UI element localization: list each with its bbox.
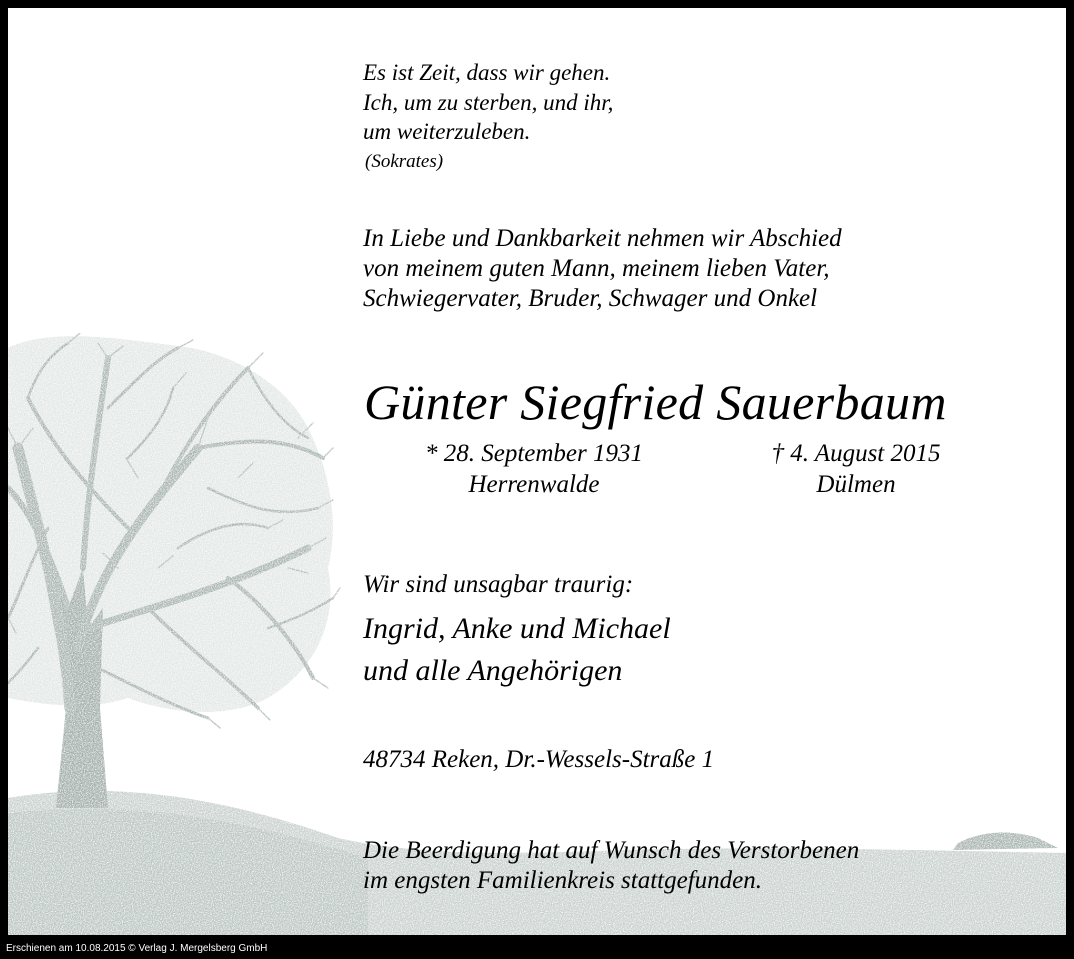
intro-line: In Liebe und Dankbarkeit nehmen wir Abschied <box>363 225 842 252</box>
farewell-intro <box>363 224 842 314</box>
birth-info <box>400 438 668 500</box>
mourners-intro: Wir sind unsagbar traurig: <box>363 571 634 598</box>
intro-line: von meinem guten Mann, meinem lieben Vater, <box>363 255 830 282</box>
quote-line: Ich, um zu sterben, und ihr, <box>363 89 614 115</box>
quote <box>363 58 613 176</box>
quote-author: (Sokrates) <box>365 150 444 172</box>
mourners-line: Ingrid, Anke und Michael <box>363 612 671 645</box>
birth-place: Herrenwalde <box>468 471 600 498</box>
address: 48734 Reken, Dr.-Wessels-Straße 1 <box>363 746 715 773</box>
obituary-card <box>8 8 1066 935</box>
mourners-line: und alle Angehörigen <box>363 654 623 687</box>
intro-line: Schwiegervater, Bruder, Schwager und Onkel <box>363 285 818 312</box>
quote-line: um weiterzuleben. <box>363 119 531 144</box>
birth-date: * 28. September 1931 <box>424 440 644 467</box>
death-place: Dülmen <box>816 471 896 498</box>
publication-footer: Erschienen am 10.08.2015 © Verlag J. Mergelsberg GmbH <box>6 943 268 954</box>
mourners-list <box>363 608 671 692</box>
funeral-line: im engsten Familienkreis stattgefunden. <box>363 867 762 894</box>
quote-line: Es ist Zeit, dass wir gehen. <box>363 60 611 85</box>
deceased-name: Günter Siegfried Sauerbaum <box>364 374 947 430</box>
death-date: † 4. August 2015 <box>771 440 941 467</box>
funeral-line: Die Beerdigung hat auf Wunsch des Verstorbenen <box>363 837 860 864</box>
death-info <box>746 438 966 500</box>
funeral-note <box>363 836 859 896</box>
